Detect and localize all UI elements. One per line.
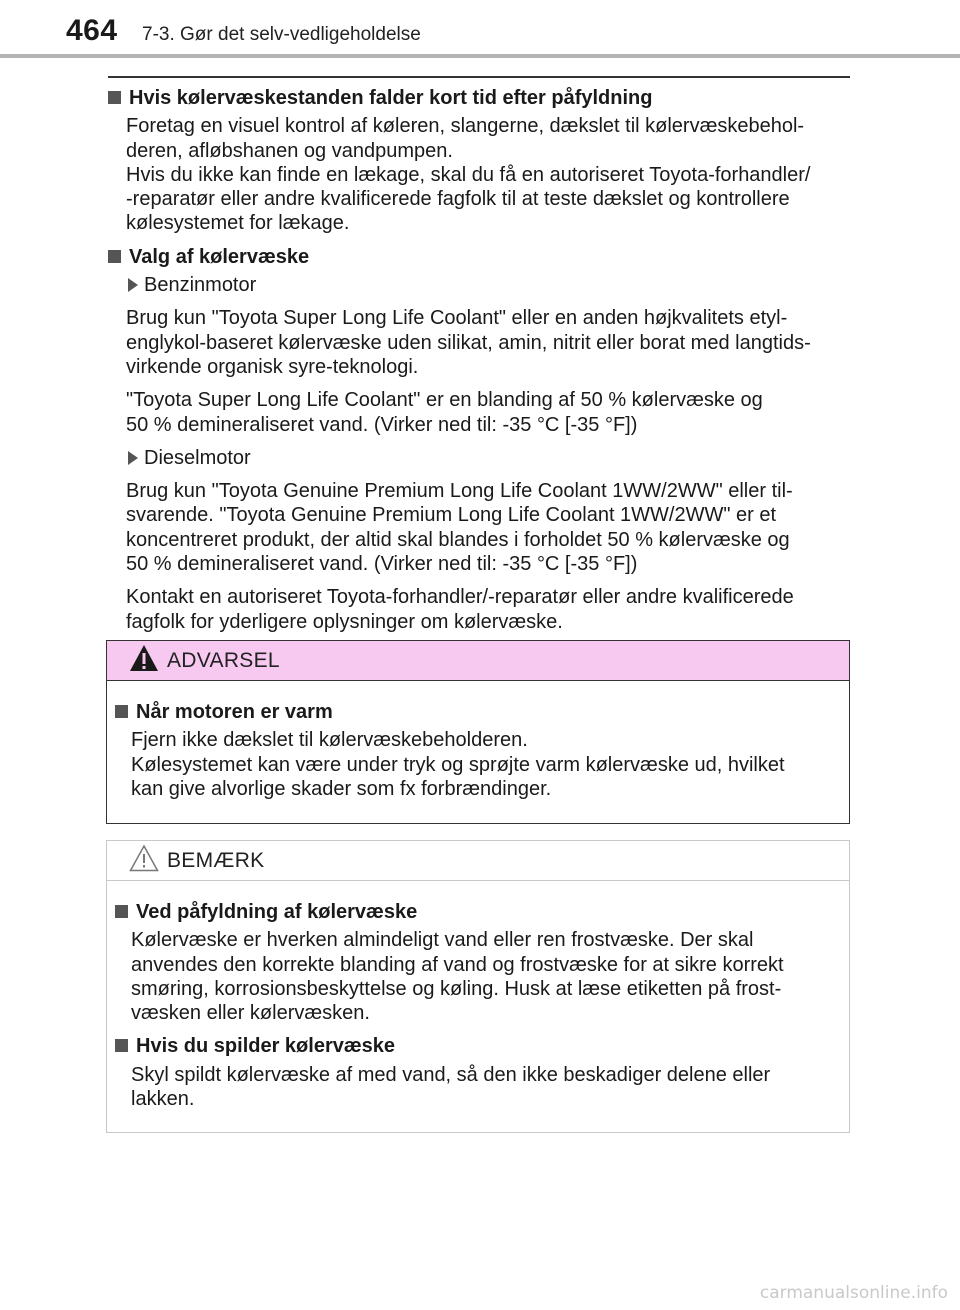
chapter-title: 7-3. Gør det selv-vedligeholdelse [142, 24, 421, 45]
page-number: 464 [66, 14, 118, 47]
gasoline-paragraph: Brug kun "Toyota Super Long Life Coolant" eller en anden højkvalitets etyl- englykol-baseret kølervæske uden silikat, amin, nitrit eller borat med langtids- virkende organisk syre-teknologi. [126, 307, 811, 378]
caution-outline-triangle-icon [129, 844, 159, 877]
page-header [0, 0, 960, 62]
warning-box [106, 640, 850, 824]
square-bullet-icon [108, 250, 121, 263]
notice-heading: Ved påfyldning af kølervæske [115, 900, 829, 924]
sub-heading-diesel: Dieselmotor [108, 446, 850, 470]
gasoline-mix-paragraph: "Toyota Super Long Life Coolant" er en blanding af 50 % kølervæske og 50 % demineraliseret vand. (Virker ned til: -35 °C [-35 °F]) [126, 389, 763, 436]
notice-paragraph: Skyl spildt kølervæske af med vand, så den ikke beskadiger delene eller lakken. [131, 1063, 771, 1111]
content-top-divider [108, 76, 850, 78]
diesel-paragraph: Brug kun "Toyota Genuine Premium Long Life Coolant 1WW/2WW" eller til- svarende. "Toyota Genuine Premium Long Life Coolant 1WW/2WW" er et koncentreret produkt, der altid skal blandes i forholdet 50 % kølervæske og 50 % demineraliseret vand. (Virker ned til: -35 °C [-35 °F]) [126, 480, 793, 576]
warning-title-bar [107, 641, 849, 681]
warning-triangle-icon [129, 644, 159, 677]
notice-heading: Hvis du spilder kølervæske [115, 1034, 829, 1058]
notice-box [106, 840, 850, 1133]
notice-paragraph: Kølervæske er hverken almindeligt vand eller ren frostvæske. Der skal anvendes den korrekte blanding af vand og frostvæske for at sikre korrekt smøring, korrosionsbeskyttelse og køling. Husk at læse etiketten på frost- væsken eller kølervæsken. [131, 929, 784, 1025]
sub-heading-gasoline: Benzinmotor [108, 273, 850, 297]
section-paragraph: Foretag en visuel kontrol af køleren, slangerne, dækslet til kølervæskebehol- deren, afløbshanen og vandpumpen. Hvis du ikke kan finde en lækage, skal du få en autoriseret Toyota-forhandler/ -reparatør eller andre kvalificerede fagfolk til at teste dækslet og kontrollere kølesystemet for lækage. [126, 115, 811, 235]
notice-body [107, 881, 849, 1111]
contact-paragraph: Kontakt en autoriseret Toyota-forhandler/-reparatør eller andre kvalificerede fagfolk for yderligere oplysninger om kølervæske. [126, 586, 794, 633]
warning-paragraph: Fjern ikke dækslet til kølervæskebeholderen. Kølesystemet kan være under tryk og sprøjte varm kølervæske ud, hvilket kan give alvorlige skader som fx forbrændinger. [131, 729, 785, 800]
warning-body [107, 681, 849, 801]
section-heading: Hvis kølervæskestanden falder kort tid efter påfyldning [108, 86, 850, 110]
triangle-bullet-icon [128, 278, 138, 292]
triangle-bullet-icon [128, 451, 138, 465]
warning-heading: Når motoren er varm [115, 700, 829, 724]
main-content [108, 86, 850, 634]
header-divider [0, 54, 960, 58]
footer-watermark: carmanualsonline.info [759, 1283, 948, 1303]
section-heading: Valg af kølervæske [108, 245, 850, 269]
square-bullet-icon [115, 705, 128, 718]
square-bullet-icon [115, 905, 128, 918]
notice-title-bar [107, 841, 849, 881]
notice-title: BEMÆRK [167, 848, 265, 872]
square-bullet-icon [108, 91, 121, 104]
square-bullet-icon [115, 1039, 128, 1052]
warning-title: ADVARSEL [167, 648, 280, 672]
